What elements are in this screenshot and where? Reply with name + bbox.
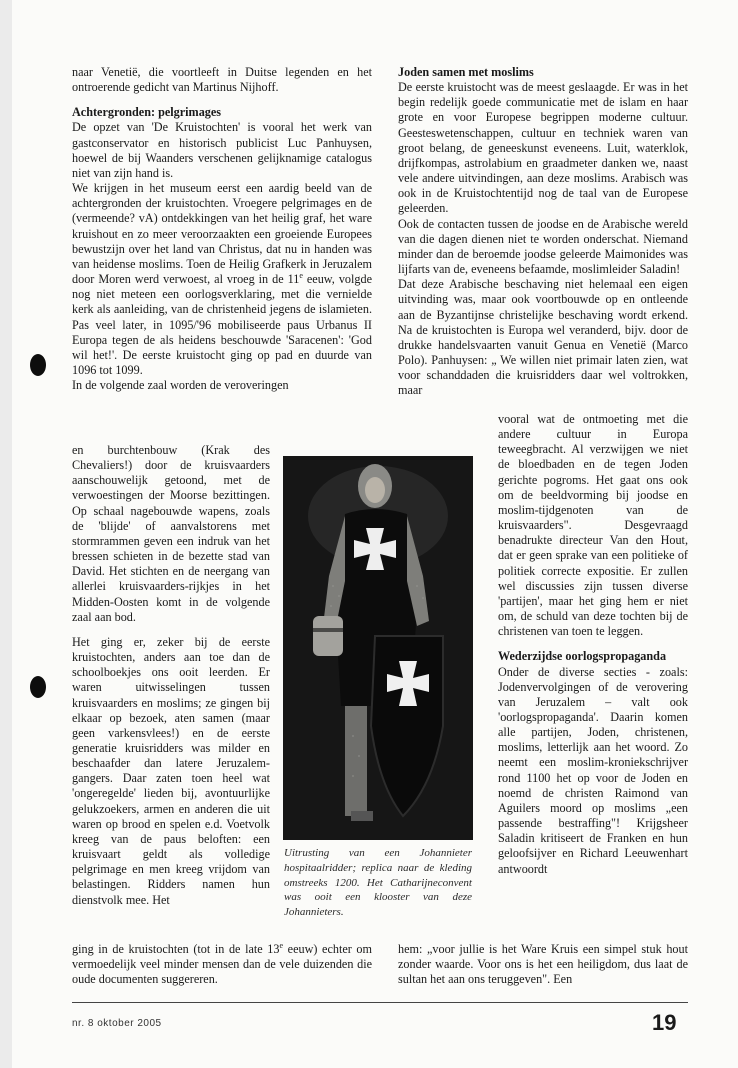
paragraph: ging in de kruistochten (tot in de late 13e eeuw) echter om vermoedelijk veel minder mensen dan de vele duizenden die oude documenten suggereren. — [72, 940, 372, 987]
binder-hole — [30, 354, 46, 376]
binder-hole — [30, 676, 46, 698]
left-column — [72, 65, 372, 393]
paragraph: en burchtenbouw (Krak des Chevaliers!) door de kruisvaarders aanschouwelijk getoond, met de verwoestingen der Moorse bezittingen. Op schaal nagebouwde wapens, zoals de 'blijde' of aanvalstorens met stormrammen geven een indruk van het bressen schieten in de bezette stad van David. Het stichten en de neergang van allerlei kruisvaarders-rijkjes in het Midden-Oosten komt in de volgende zaal aan bod. — [72, 443, 270, 624]
paragraph: Ook de contacten tussen de joodse en de Arabische wereld van die dagen dienen niet te worden onderschat. Niemand minder dan de beroemde joodse geleerde Maimonides was lijfarts van de, eveneens befaamde, moslimleider Saladin! — [398, 216, 688, 277]
paragraph: De eerste kruistocht was de meest geslaagde. Er was in het begin redelijk goede communicatie met de islam en haar grote en voor Europese begrippen moderne cultuur. Geesteswetenschappen, cultuur en techniek waren van groot belang, de geneeskunst eveneens. Luit, waterklok, drijfkompas, astrolabium en graadmeter danken we, naast vele andere uitvindingen, aan deze moslims. Arabisch was ook in de Kruistochtentijd nog de taal van de Europese geleerden. — [398, 80, 688, 216]
right-column — [398, 65, 688, 398]
paragraph: vooral wat de ontmoeting met die andere cultuur in Europa teweegbracht. Al verzwijgen we niet de bloedbaden en de tegen Joden gerichte pogroms. Het gaat ons ook om de beeldvorming bij joodse en moslim-tijdgenoten van de kruisvaarders". Desgevraagd benadrukte directeur Van den Hout, dat er geen sprake van een politieke of politiek correcte expositie. Er zullen wel discussies zijn tussen diverse 'partijen', maar het ging hem er niet om, de schuld van deze tochten bij de christenen van toen te leggen. — [498, 412, 688, 639]
right-column-narrow — [498, 412, 688, 877]
paragraph: We krijgen in het museum eerst een aardig beeld van de achtergronden der kruistochten. Vroegere pelgrimages en de (vermeende? vA) ontdekkingen van het heilig graf, het ware kruishout en zo meer veroorzaakten een groeiende Europees bewustzijn over het land van Christus, dat nu in handen was van heidense moslims. Toen de Heilig Grafkerk in Jeruzalem door Moren werd verwoest, al vroeg in de 11e eeuw, volgde nog niet meteen een oorlogsverklaring, met die vernielde kerk als aanleiding, van de christenheid jegens de islamieten. Pas veel later, in 1095/'96 mobiliseerde paus Urbanus II Europa tegen de als heidens beschouwde 'Saracenen': 'God wil het!'. De eerste kruistocht ging op pad en duurde van 1096 tot 1099. — [72, 181, 373, 377]
paragraph: In de volgende zaal worden de veroveringen — [72, 378, 289, 393]
left-column-narrow — [72, 443, 270, 908]
page-number: 19 — [652, 1010, 677, 1035]
knight-mannequin-photo — [283, 456, 473, 840]
knight-illustration — [283, 456, 473, 840]
paragraph: hem: „voor jullie is het Ware Kruis een simpel stuk hout zonder waarde. Voor ons is het een heiligdom, dus laat de sultan het aan ons teruggeven". Een — [398, 942, 688, 987]
section-heading: Achtergronden: pelgrimages — [72, 105, 222, 120]
right-column-bottom — [398, 942, 688, 987]
photo-caption: Uitrusting van een Johannieter hospitaalridder; replica naar de kleding omstreeks 1200. Het Catharijneconvent was ooit een klooster van deze Johannieters. — [284, 847, 472, 919]
paragraph: Onder de diverse secties - zoals: Jodenvervolgingen of de verovering van Jeruzalem – valt ook 'oorlogspropaganda'. Daarin komen alle partijen, Joden, christenen, moslims, letterlijk aan het woord. Zo neemt een moslim-kroniekschrijver rond 1100 het op voor de Joden en noemd de christen Raimond van Aguilers moord op moslims „een passende bestraffing"! Krijgsheer Saladin kritiseert de Franken en hun geloofsijver en Richard Leeuwenhart antwoordt — [498, 664, 688, 876]
paragraph: Het ging er, zeker bij de eerste kruistochten, anders aan toe dan de schoolboekjes ons ooit leerden. Er waren uitwisselingen tussen kruisvaarders en moslims; ze gingen bij elkaar op bezoek, aten samen (maar geen varkensvlees!) en de eerste generatie kruisridders was milder en beschaafder dan latere Jeruzalem-gangers. Daar zaten toen heel wat 'ongeregelde' lieden bij, avontuurlijke gelukzoekers, armen en anderen die uit waren op brood en spelen e.d. Voetvolk kreeg van de paus beloften: een kruisvaart geldt als volledige pelgrimage en men kreeg vrijdom van belastingen. Ridders namen hun dienstvolk mee. Het — [72, 634, 270, 907]
left-column-bottom — [72, 942, 372, 987]
issue-label: nr. 8 oktober 2005 — [72, 1018, 162, 1029]
paragraph: naar Venetië, die voortleeft in Duitse legenden en het ontroerende gedicht van Martinus Nijhoff. — [72, 65, 372, 95]
section-heading: Joden samen met moslims — [398, 65, 534, 79]
paragraph: Dat deze Arabische beschaving niet helemaal een eigen uitvinding was, maar ook voortbouwde op en ontleende aan de Byzantijnse christelijke beschaving wordt erkend. Na de kruistochten is Europa wel veranderd, bijv. door de drukke handelsvaarten vanuit Genua en Venetië (Marco Polo). Panhuysen: „ We willen niet primair laten zien, wat voor schanddaden die kruisridders daar wel voltrokken, maar — [398, 277, 688, 398]
section-heading: Wederzijdse oorlogspropaganda — [498, 649, 667, 664]
paragraph: De opzet van 'De Kruistochten' is vooral het werk van gastconservator en historisch publicist Luc Panhuysen, hoewel de bij Waanders verschenen gelijknamige catalogus niet van zijn hand is. — [72, 120, 372, 180]
footer-rule — [72, 1002, 688, 1003]
